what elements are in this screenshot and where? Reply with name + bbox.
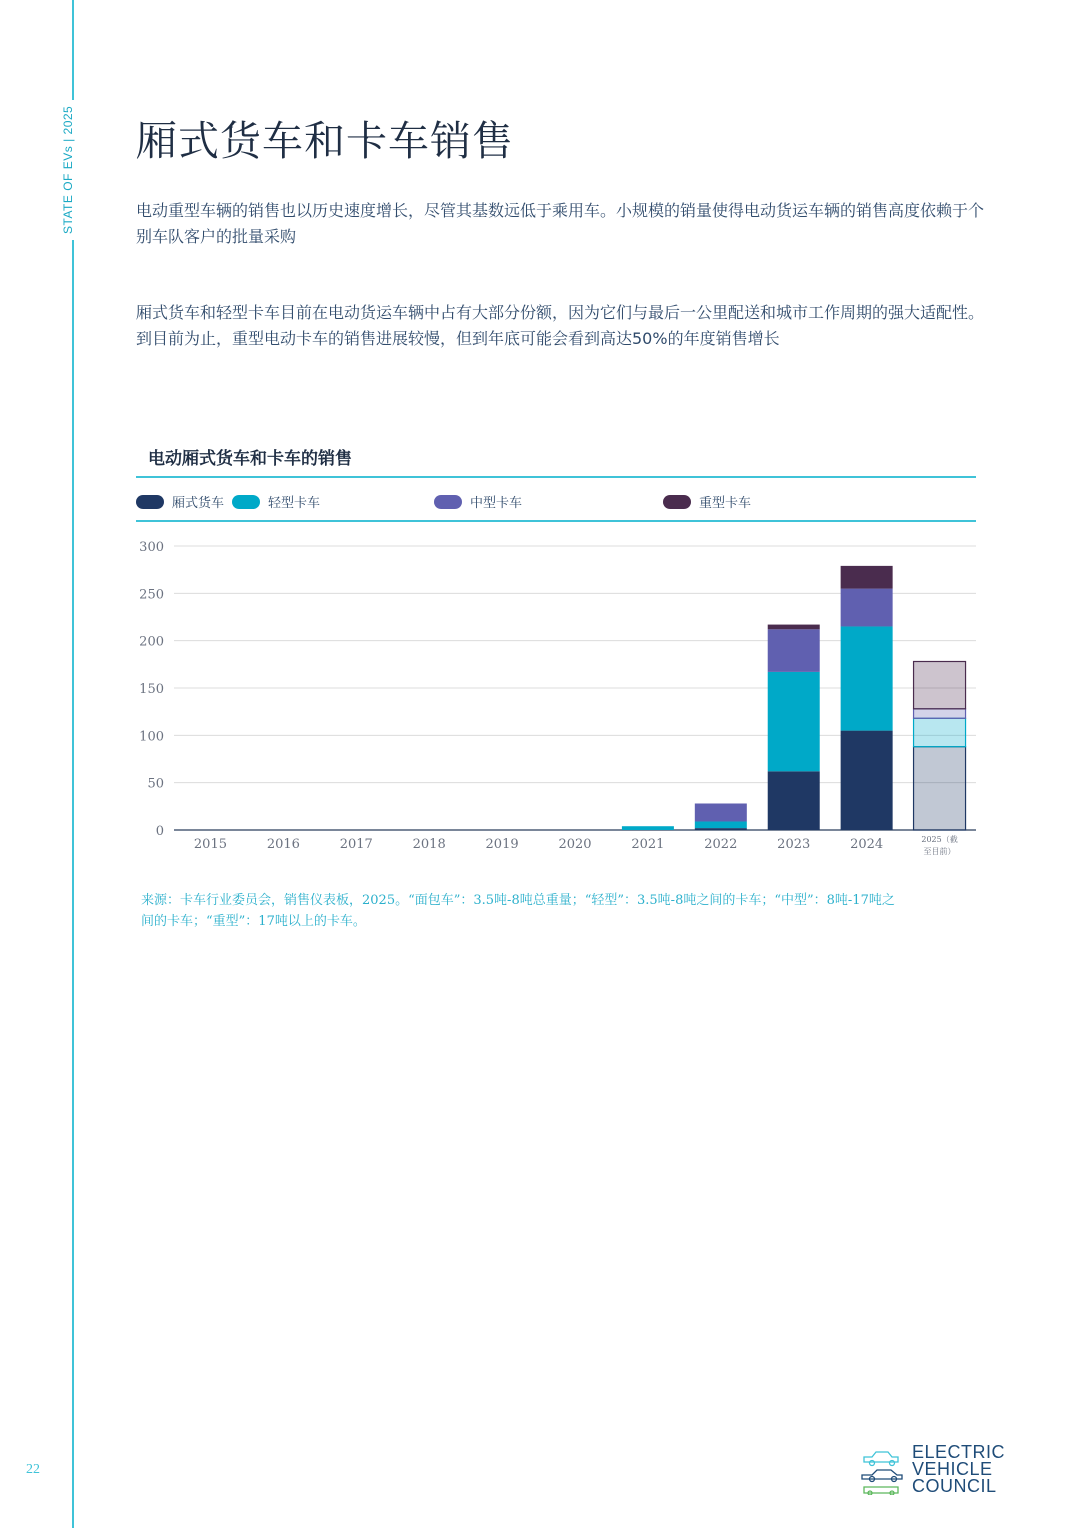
bar-segment [768,672,820,771]
vehicles-icon [860,1445,906,1495]
legend-swatch [663,495,691,509]
x-tick-label: 2017 [339,837,373,852]
x-tick-label: 2021 [631,837,665,852]
bar-segment [841,731,893,830]
legend-item-heavy-truck [663,492,751,511]
y-tick-label: 250 [139,587,164,603]
bar-segment [841,566,893,589]
legend-label: 重型卡车 [699,496,752,511]
legend-swatch [232,495,260,509]
bar-segment [622,826,674,830]
x-tick-label: 2015 [193,837,228,852]
chart-title-rule [136,476,976,478]
bar-segment [914,718,966,746]
x-tick-label: 2024 [850,837,884,852]
y-tick-label: 300 [139,540,164,555]
x-tick-label: 2016 [266,837,300,852]
y-tick-label: 100 [139,729,164,745]
bar-segment [768,629,820,672]
logo-line-2: VEHICLE [912,1459,993,1479]
bar-segment [914,709,966,718]
x-tick-label: 2022 [704,837,738,852]
source-note: 来源：卡车行业委员会，销售仪表板，2025。“面包车”：3.5吨-8吨总重量；“轻型”：3.5吨-8吨之间的卡车；“中型”：8吨-17吨之间的卡车；“重型”：17吨以上的卡车。 [141,893,895,929]
logo-line-3: COUNCIL [912,1476,997,1496]
bar-segment [914,747,966,830]
side-label: STATE OF EVs | 2025 [61,100,75,240]
y-tick-label: 200 [139,634,164,650]
sales-bar-chart [130,532,980,872]
y-tick-label: 50 [147,776,164,792]
bar-segment [695,803,747,821]
logo-line-1: ELECTRIC [912,1442,1006,1462]
bar-segment [768,771,820,830]
bar-segment [768,625,820,630]
x-tick-label: 2019 [485,837,519,852]
bar-segment [695,821,747,828]
paragraph-2: 厢式货车和轻型卡车目前在电动货运车辆中占有大部分份额，因为它们与最后一公里配送和城市工作周期的强大适配性。到目前为止，重型电动卡车的销售进展较慢，但到年底可能会看到高达50%的年度销售增长 [136,303,985,348]
legend-item-light-truck [232,492,320,511]
legend-label: 厢式货车 [172,496,225,511]
legend-label: 中型卡车 [470,496,523,511]
bar-segment [914,661,966,708]
ev-council-logo [860,1444,1005,1495]
x-tick-label: 2020 [558,837,592,852]
x-tick-label: 2018 [412,837,446,852]
x-tick-label: 2023 [777,837,811,852]
legend-item-van [136,492,224,511]
y-tick-label: 0 [155,824,164,839]
bar-segment [841,589,893,627]
bar-segment [695,828,747,830]
legend-rule [136,520,976,522]
page-title: 厢式货车和卡车销售 [136,117,514,165]
page-number: 22 [26,1462,40,1477]
x-tick-label: 2025（截至目前） [921,835,958,856]
legend-item-medium-truck [434,492,522,511]
legend-label: 轻型卡车 [268,496,321,511]
legend-swatch [434,495,462,509]
chart-title: 电动厢式货车和卡车的销售 [148,449,352,469]
bar-segment [841,626,893,730]
y-tick-label: 150 [139,682,164,697]
paragraph-1: 电动重型车辆的销售也以历史速度增长，尽管其基数远低于乘用车。小规模的销量使得电动货运车辆的销售高度依赖于个别车队客户的批量采购 [136,201,985,246]
logo-text [912,1444,1005,1495]
legend-swatch [136,495,164,509]
